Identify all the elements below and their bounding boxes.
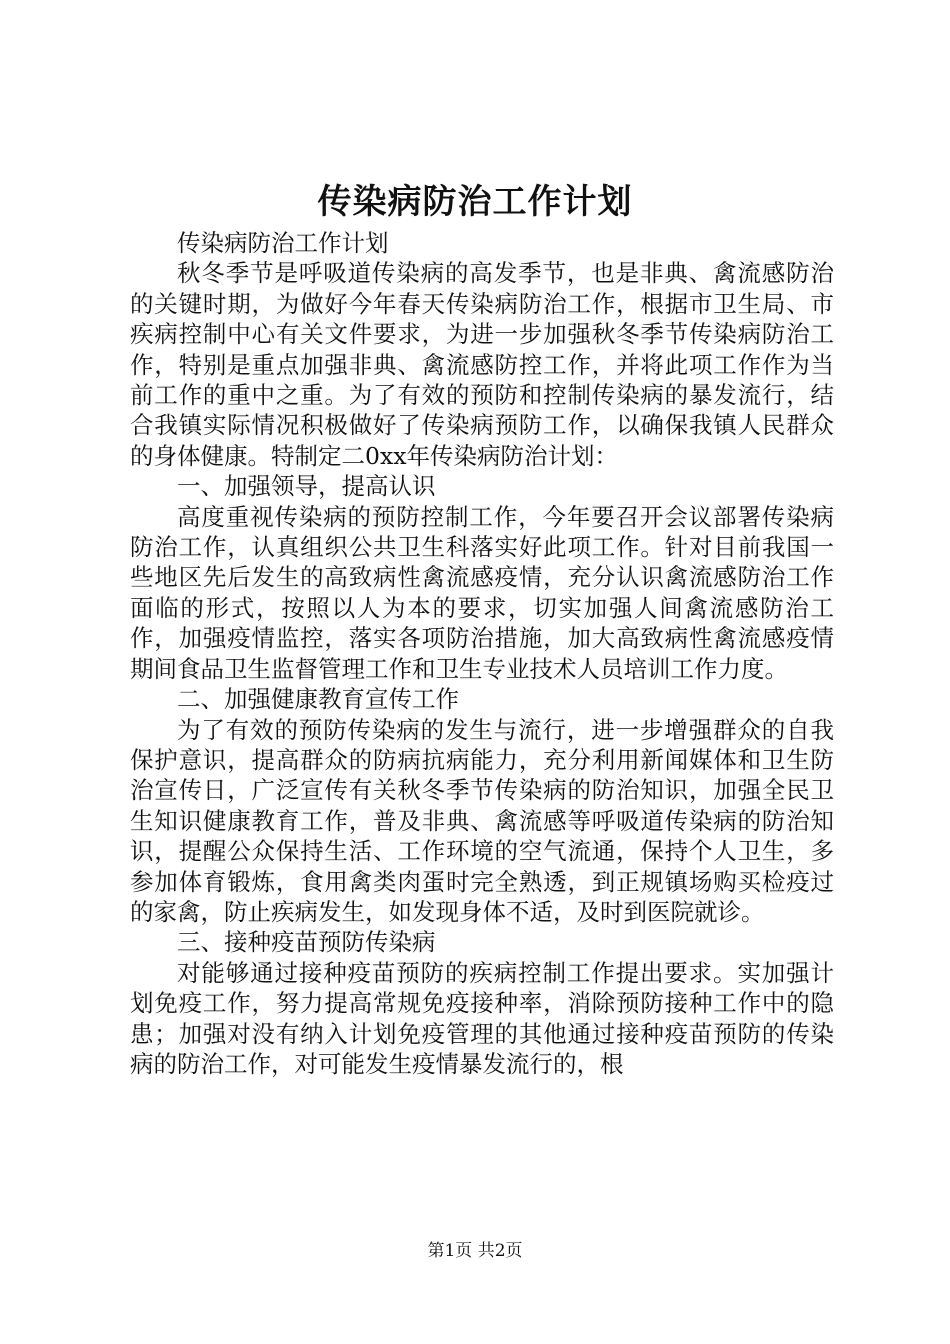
document-body <box>130 228 834 1079</box>
page-number-footer: 第1页 共2页 <box>427 1241 523 1261</box>
paragraph-intro: 秋冬季节是呼吸道传染病的高发季节，也是非典、禽流感防治的关键时期，为做好今年春天传染病防治工作，根据市卫生局、市疾病控制中心有关文件要求，为进一步加强秋冬季节传染病防治工作，特别是重点加强非典、禽流感防控工作，并将此项工作作为当前工作的重中之重。为了有效的预防和控制传染病的暴发流行，结合我镇实际情况积极做好了传染病预防工作，以确保我镇人民群众的身体健康。特制定二0xx年传染病防治计划： <box>130 259 834 470</box>
paragraph-section-2: 为了有效的预防传染病的发生与流行，进一步增强群众的自我保护意识，提高群众的防病抗病能力，充分利用新闻媒体和卫生防治宣传日，广泛宣传有关秋冬季节传染病的防治知识，加强全民卫生知识健康教育工作，普及非典、禽流感等呼吸道传染病的防治知识，提醒公众保持生活、工作环境的空气流通，保持个人卫生，多参加体育锻炼，食用禽类肉蛋时完全熟透，到正规镇场购买检疫过的家禽，防止疾病发生，如发现身体不适，及时到医院就诊。 <box>130 715 834 926</box>
section-heading-2: 二、加强健康教育宣传工作 <box>177 685 459 714</box>
paragraph-section-1: 高度重视传染病的预防控制工作，今年要召开会议部署传染病防治工作，认真组织公共卫生科落实好此项工作。针对目前我国一些地区先后发生的高致病性禽流感疫情，充分认识禽流感防治工作面临的形式，按照以人为本的要求，切实加强人间禽流感防治工作，加强疫情监控，落实各项防治措施，加大高致病性禽流感疫情期间食品卫生监督管理工作和卫生专业技术人员培训工作力度。 <box>130 502 834 683</box>
section-heading-3: 三、接种疫苗预防传染病 <box>177 928 436 957</box>
document-title: 传染病防治工作计划 <box>317 182 633 222</box>
paragraph-section-3: 对能够通过接种疫苗预防的疾病控制工作提出要求。实加强计划免疫工作，努力提高常规免疫接种率，消除预防接种工作中的隐患；加强对没有纳入计划免疫管理的其他通过接种疫苗预防的传染病的防治工作，对可能发生疫情暴发流行的，根 <box>130 958 834 1078</box>
section-heading-1: 一、加强领导，提高认识 <box>177 472 436 501</box>
paragraph-subtitle: 传染病防治工作计划 <box>177 229 389 257</box>
